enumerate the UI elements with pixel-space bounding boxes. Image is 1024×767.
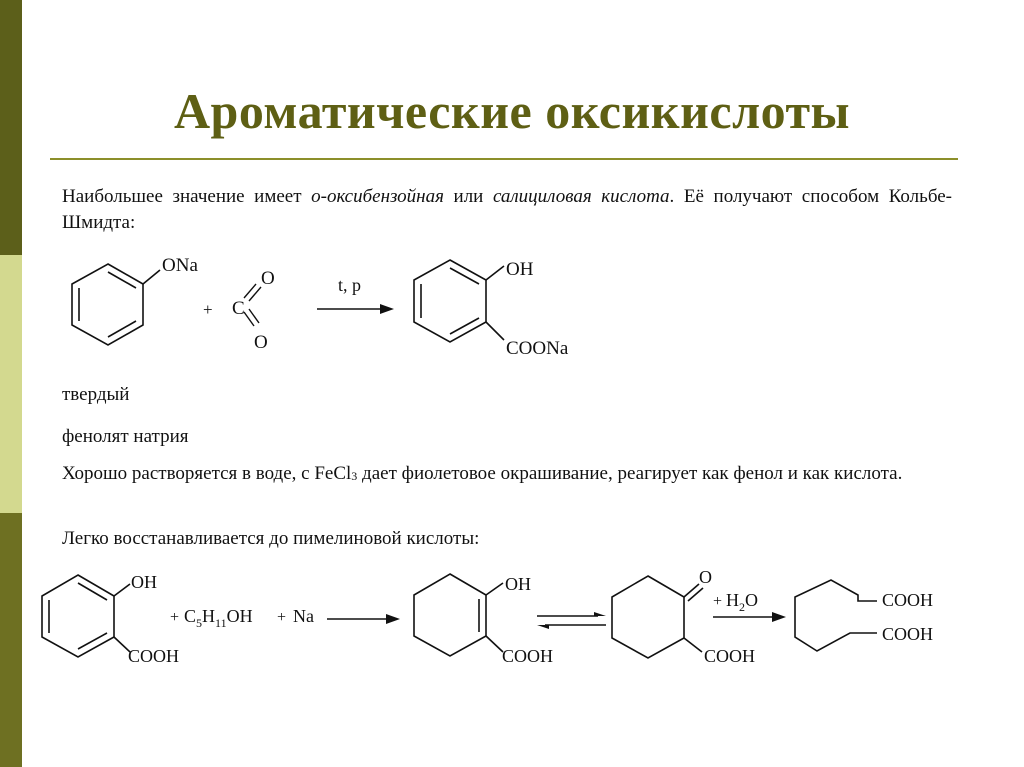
note-properties-a: Хорошо растворяется в воде, с FeCl [62,463,352,484]
salicylic-cooh-label: COOH [128,646,180,666]
reaction2-arrow-2 [713,612,786,622]
enol-cooh-label: COOH [502,646,554,666]
water-label [713,590,758,614]
reagent-plus-2: + [277,609,287,626]
enol-oh-label: OH [505,574,531,594]
reagent-h: H [202,606,216,626]
keto-cooh-label: COOH [704,646,756,666]
intro-italic-1: о-оксибензойная [311,186,444,207]
co2-oxygen-top: O [261,268,275,289]
intro-text-2: или [443,186,493,207]
reaction1-plus: + [203,300,213,319]
water-plus: + [713,593,723,610]
pimelic-acid-chain [795,580,877,651]
intro-text-1: Наибольшее значение имеет [62,186,312,207]
reagent-c: C [184,606,197,626]
reaction2-arrow-1 [327,614,400,624]
water-sub-2: 2 [739,600,745,614]
note-phenolate: фенолят натрия [62,426,189,447]
enol-ring [414,574,503,656]
reaction1-conditions: t, p [338,275,362,295]
slide-title: Ароматические оксикислоты [173,83,851,139]
co2-oxygen-bottom: O [254,332,268,353]
co2-carbon: C [232,298,245,319]
reagent-oh: OH [226,606,253,626]
pimelic-cooh-bottom: COOH [882,624,934,644]
reagent-plus-1: + [170,609,180,626]
phenolate-ona-label: ONa [162,255,198,276]
salicylic-oh-label: OH [131,572,157,592]
reagent-sub-5: 5 [196,616,203,630]
reagent-na: Na [293,606,314,626]
salicylate-oh-label: OH [506,259,534,280]
water-o: O [745,590,758,610]
note-properties-sub: 3 [351,469,358,483]
note-reduction: Легко восстанавливается до пимелиновой кислоты: [62,528,480,549]
reagent-sub-11: 11 [215,616,227,630]
keto-o-label: O [699,567,712,587]
intro-italic-2: салициловая кислота [492,186,670,207]
reduction-reagents [170,606,314,630]
salicylic-acid-ring [42,575,130,657]
note-solid: твердый [62,384,130,405]
pimelic-cooh-top: COOH [882,590,934,610]
equilibrium-arrows [537,612,606,629]
note-properties-b: дает фиолетовое окрашивание, реагирует как фенол и как кислота. [357,463,903,484]
water-h: H [726,590,739,610]
keto-ring [612,576,703,658]
intro-text-3: . Её получают способом Кольбе-Шмидта: [62,186,953,233]
salicylate-coona-label: COONa [506,338,569,359]
